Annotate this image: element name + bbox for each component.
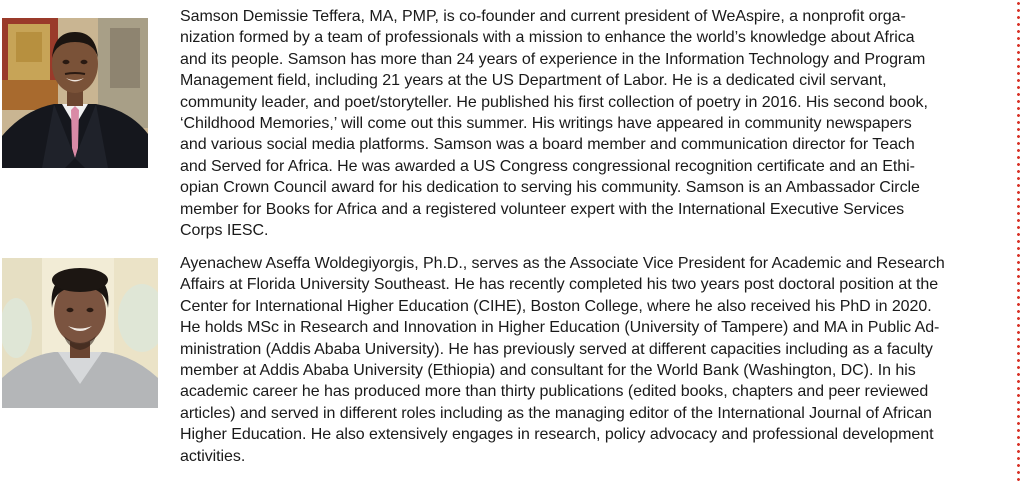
bio-entry-samson — [0, 0, 1010, 240]
portrait-photo-samson — [2, 18, 148, 168]
portrait-photo-icon — [2, 258, 158, 408]
bio-text-samson: Samson Demissie Teffera, MA, PMP, is co-founder and current president of WeAspire, a nonprofit orga- nization formed by a team of professionals with a mission to enhance the world’s knowledge about Africa and its people. Samson has more than 24 years of experience in the Information Technology and Program Management field, including 21 years at the US Department of Labor. He is a dedicated civil servant, community leader, and poet/storyteller. He published his first collection of poetry in 2016. His second book, ‘Childhood Memories,’ will come out this summer. His writings have appeared in community newspapers and various social media platforms. Samson was a board member and communication director for Teach and Served for Africa. He was awarded a US Congress congressional recognition certificate and an Ethi- opian Crown Council award for his dedication to serving his community. Samson is an Ambassador Circle member for Books for Africa and a registered volunteer expert with the International Executive Services Corps IESC. — [180, 8, 928, 240]
portrait-photo-ayenachew — [2, 258, 158, 408]
portrait-photo-icon — [2, 18, 148, 168]
bio-text-ayenachew: Ayenachew Aseffa Woldegiyorgis, Ph.D., serves as the Associate Vice President for Academic and Research Affairs at Florida University Southeast. He has recently completed his two years post doctoral position at the Center for International Higher Education (CIHE), Boston College, where he also received his PhD in 2020. He holds MSc in Research and Innovation in Higher Education (University of Tampere) and MA in Public Ad- ministration (Addis Ababa University). He has previously served at different capacities including as a faculty member at Addis Ababa University (Ethiopia) and consultant for the World Bank (Washington, DC). In his academic career he has produced more than thirty publications (edited books, chapters and peer reviewed articles) and served in different roles including as the managing editor of the International Journal of African Higher Education. He also extensively engages in research, policy advocacy and professional development activities. — [180, 255, 945, 465]
dotted-divider — [1017, 0, 1020, 482]
bio-entry-ayenachew — [0, 252, 1010, 482]
